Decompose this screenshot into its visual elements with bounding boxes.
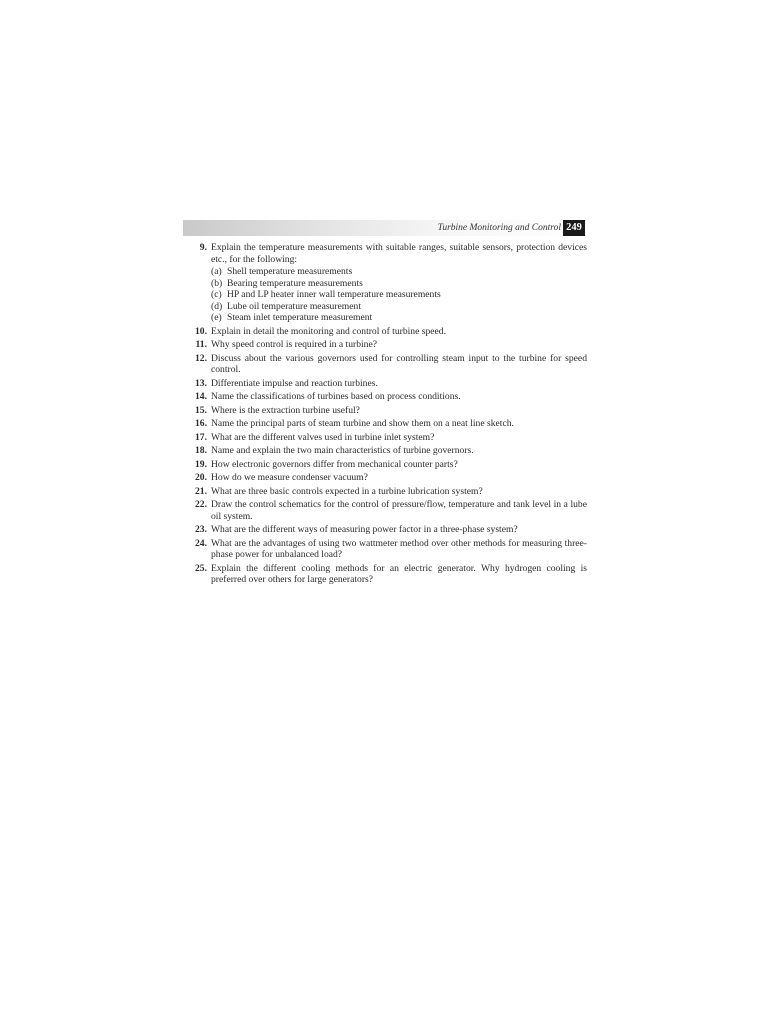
question-text: Why speed control is required in a turbine? — [211, 339, 377, 350]
sub-question-text: Bearing temperature measurements — [227, 277, 363, 289]
sub-question-label: (d) — [211, 300, 223, 312]
question-item — [183, 524, 587, 536]
question-number: 24. — [195, 537, 207, 549]
sub-question-label: (e) — [211, 312, 222, 323]
question-text: Explain in detail the monitoring and control of turbine speed. — [211, 325, 446, 337]
question-text: What are the different ways of measuring power factor in a three-phase system? — [211, 524, 518, 535]
question-text: What are three basic controls expected in a turbine lubrication system? — [211, 485, 483, 497]
question-number: 12. — [195, 352, 207, 364]
question-item — [183, 378, 587, 390]
question-item — [183, 339, 587, 351]
sub-question-label: (c) — [211, 289, 222, 300]
page-number: 249 — [563, 220, 585, 236]
running-header — [183, 220, 585, 236]
question-item — [183, 445, 587, 457]
question-item — [183, 326, 587, 338]
question-number: 11. — [195, 339, 207, 350]
question-number: 22. — [195, 499, 207, 510]
question-text: Differentiate impulse and reaction turbines. — [211, 377, 378, 389]
question-text: Draw the control schematics for the control of pressure/flow, temperature and tank level in a lube oil system. — [211, 499, 587, 522]
sub-question-item — [211, 266, 587, 278]
question-text: Explain the different cooling methods for an electric generator. Why hydrogen cooling is preferred over others for large generators? — [211, 562, 587, 585]
running-header-title: Turbine Monitoring and Control — [437, 223, 561, 233]
question-item — [183, 242, 587, 324]
sub-question-item — [211, 278, 587, 290]
question-item — [183, 391, 587, 403]
sub-question-text: Lube oil temperature measurement — [227, 300, 361, 312]
question-text: Name the principal parts of steam turbine and show them on a neat line sketch. — [211, 418, 514, 429]
question-number: 21. — [195, 485, 207, 497]
question-text: Name the classifications of turbines based on process conditions. — [211, 391, 461, 402]
question-item — [183, 432, 587, 444]
question-number: 17. — [195, 431, 207, 443]
sub-question-text: HP and LP heater inner wall temperature measurements — [227, 289, 441, 300]
question-list — [183, 242, 587, 588]
sub-question-text: Steam inlet temperature measurement — [227, 312, 373, 323]
sub-question-label: (a) — [211, 266, 222, 277]
question-item — [183, 486, 587, 498]
sub-question-label: (b) — [211, 277, 223, 289]
question-text: Discuss about the various governors used for controlling steam input to the turbine for speed control. — [211, 352, 587, 375]
question-text: Explain the temperature measurements with suitable ranges, suitable sensors, protection devices etc., for the following: — [211, 242, 587, 265]
question-item — [183, 472, 587, 484]
question-item — [183, 405, 587, 417]
question-text: How electronic governors differ from mechanical counter parts? — [211, 458, 458, 470]
question-item — [183, 459, 587, 471]
question-text: How do we measure condenser vacuum? — [211, 472, 368, 483]
question-item — [183, 353, 587, 376]
question-number: 19. — [195, 458, 207, 470]
question-text: Where is the extraction turbine useful? — [211, 404, 360, 416]
question-number: 23. — [195, 524, 207, 535]
question-text: What are the advantages of using two wattmeter method over other methods for measuring three-phase power for unbalanced load? — [211, 537, 587, 560]
question-item — [183, 499, 587, 522]
question-item — [183, 563, 587, 586]
question-text: Name and explain the two main characteristics of turbine governors. — [211, 445, 474, 456]
sub-question-list — [211, 266, 587, 324]
question-number: 20. — [195, 472, 207, 483]
question-number: 18. — [195, 445, 207, 456]
question-number: 25. — [195, 562, 207, 574]
question-number: 14. — [195, 391, 207, 402]
question-number: 16. — [195, 418, 207, 429]
question-number: 15. — [195, 404, 207, 416]
sub-question-text: Shell temperature measurements — [227, 266, 353, 277]
question-item — [183, 418, 587, 430]
question-number: 13. — [195, 377, 207, 389]
question-number: 10. — [195, 325, 207, 337]
sub-question-item — [211, 301, 587, 313]
sub-question-item — [211, 312, 587, 324]
question-item — [183, 538, 587, 561]
question-number: 9. — [199, 242, 207, 253]
question-text: What are the different valves used in turbine inlet system? — [211, 431, 435, 443]
sub-question-item — [211, 289, 587, 301]
